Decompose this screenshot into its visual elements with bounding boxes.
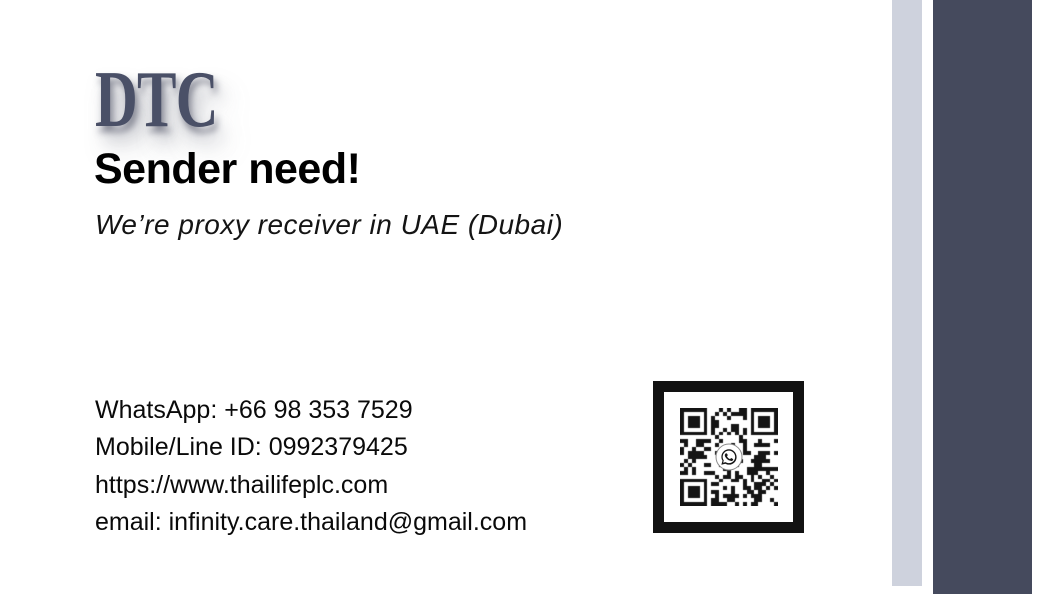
accent-bar-dark bbox=[933, 0, 1032, 594]
contact-website: https://www.thailifeplc.com bbox=[95, 470, 389, 499]
contact-whatsapp: WhatsApp: +66 98 353 7529 bbox=[95, 396, 413, 424]
company-logo: DTC bbox=[95, 56, 218, 144]
whatsapp-icon bbox=[715, 444, 742, 471]
contact-mobile-line-id: Mobile/Line ID: 0992379425 bbox=[95, 433, 408, 462]
accent-bar-light bbox=[892, 0, 922, 586]
contact-email: email: infinity.care.thailand@gmail.com bbox=[95, 507, 528, 536]
headline: Sender need! bbox=[94, 145, 361, 193]
contact-block bbox=[95, 392, 527, 541]
qr-pattern bbox=[680, 408, 778, 506]
tagline: We’re proxy receiver in UAE (Dubai) bbox=[95, 209, 564, 240]
whatsapp-qr-code bbox=[653, 381, 804, 533]
